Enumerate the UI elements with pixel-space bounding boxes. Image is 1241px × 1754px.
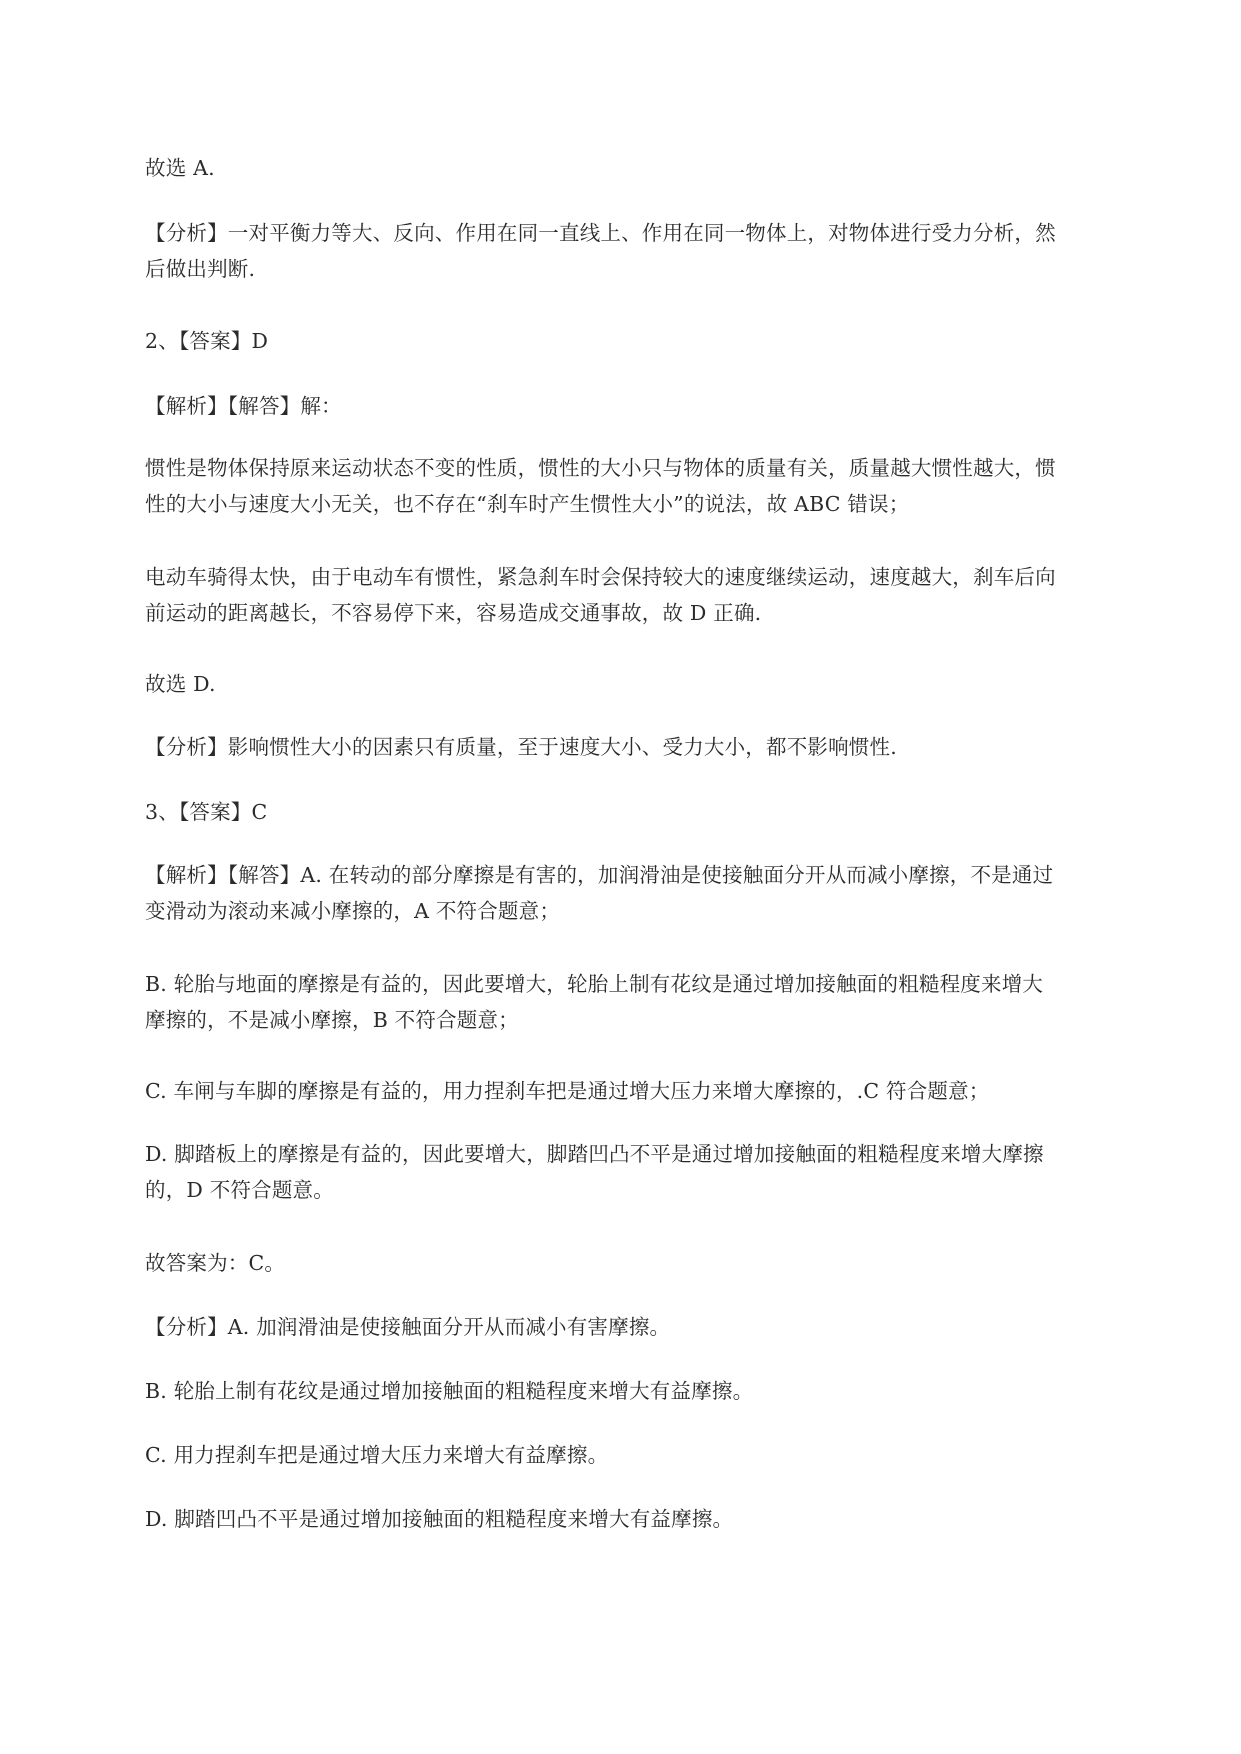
text-line: D. 脚踏凹凸不平是通过增加接触面的粗糙程度来增大有益摩擦。: [145, 1507, 734, 1531]
text-line: 前运动的距离越长，不容易停下来，容易造成交通事故，故 D 正确.: [145, 601, 762, 625]
text-line: 变滑动为滚动来减小摩擦的，A 不符合题意；: [145, 899, 561, 923]
analysis-3-b: [145, 1373, 1145, 1409]
explanation-2-heading: [145, 388, 1145, 424]
text-line: 惯性是物体保持原来运动状态不变的性质，惯性的大小只与物体的质量有关，质量越大惯性越大，惯: [145, 456, 1056, 480]
answer-3-heading: [145, 794, 1145, 830]
text-line: C. 用力捏刹车把是通过增大压力来增大有益摩擦。: [145, 1443, 609, 1467]
text-line: 故答案为：C。: [145, 1251, 286, 1275]
explanation-3-option-a: [145, 857, 1145, 929]
analysis-1: [145, 215, 1145, 287]
conclusion-3: [145, 1245, 1145, 1281]
conclusion-2: [145, 666, 1145, 702]
text-line: 【分析】A. 加润滑油是使接触面分开从而减小有害摩擦。: [145, 1315, 671, 1339]
text-line: 后做出判断.: [145, 257, 256, 281]
text-line: 电动车骑得太快，由于电动车有惯性，紧急刹车时会保持较大的速度继续运动，速度越大，刹车后向: [145, 565, 1056, 589]
text-line: 性的大小与速度大小无关，也不存在“刹车时产生惯性大小”的说法，故 ABC 错误；: [145, 492, 910, 516]
text-line: 故选 D.: [145, 672, 216, 696]
text-line: 【分析】影响惯性大小的因素只有质量，至于速度大小、受力大小，都不影响惯性.: [145, 735, 897, 759]
text-line: 【解析】【解答】A. 在转动的部分摩擦是有害的，加润滑油是使接触面分开从而减小摩擦，不是通过: [145, 863, 1054, 887]
text-line: 【分析】一对平衡力等大、反向、作用在同一直线上、作用在同一物体上，对物体进行受力分析，然: [145, 221, 1056, 245]
text-line: 的，D 不符合题意。: [145, 1178, 334, 1202]
explanation-3-option-b: [145, 966, 1145, 1038]
text-line: 【解析】【解答】解：: [145, 394, 342, 418]
analysis-3-a: [145, 1309, 1145, 1345]
explanation-2-body-2: [145, 559, 1145, 631]
text-line: B. 轮胎上制有花纹是通过增加接触面的粗糙程度来增大有益摩擦。: [145, 1379, 754, 1403]
analysis-2: [145, 729, 1145, 765]
text-line: 3、【答案】C: [145, 800, 268, 824]
text-line: 故选 A.: [145, 156, 215, 180]
text-line: C. 车闸与车脚的摩擦是有益的，用力捏刹车把是通过增大压力来增大摩擦的，.C 符合题意；: [145, 1079, 990, 1103]
text-line: 摩擦的，不是减小摩擦，B 不符合题意；: [145, 1008, 519, 1032]
explanation-3-option-c: [145, 1073, 1145, 1109]
text-line: D. 脚踏板上的摩擦是有益的，因此要增大，脚踏凹凸不平是通过增加接触面的粗糙程度来增大摩擦: [145, 1142, 1044, 1166]
text-line: B. 轮胎与地面的摩擦是有益的，因此要增大，轮胎上制有花纹是通过增加接触面的粗糙程度来增大: [145, 972, 1044, 996]
analysis-3-c: [145, 1437, 1145, 1473]
conclusion-1: [145, 150, 1145, 186]
explanation-2-body-1: [145, 450, 1145, 522]
analysis-3-d: [145, 1501, 1145, 1537]
answer-2-heading: [145, 323, 1145, 359]
explanation-3-option-d: [145, 1136, 1145, 1208]
text-line: 2、【答案】D: [145, 329, 269, 353]
